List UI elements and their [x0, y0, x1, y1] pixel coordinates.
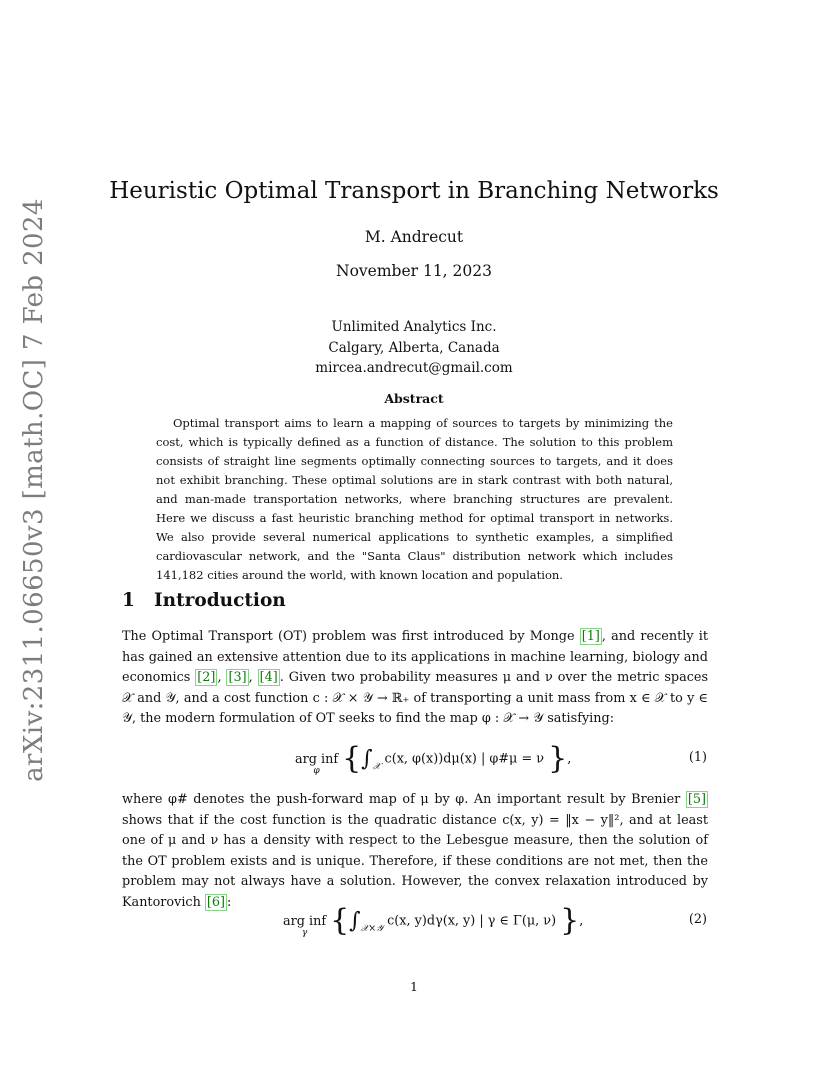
affiliation-location: Calgary, Alberta, Canada: [328, 340, 500, 356]
section-number: 1: [122, 590, 135, 611]
section-title: Introduction: [154, 590, 286, 611]
text-run: , and recently it has gained an extensive attention due to its applications in machine learning, biology and economics: [122, 629, 708, 685]
page-number: 1: [410, 979, 418, 994]
citation-link[interactable]: [3]: [228, 670, 247, 685]
argmin-operator: arg inf φ: [295, 751, 339, 776]
abstract-text: Optimal transport aims to learn a mapping of sources to targets by minimizing the cost, which is typically defined as a function of distance. The solution to this problem consists of straight line segments optimally connecting sources to targets, and it does not exhibit branching. These optimal solutions are in stark contrast with both natural, and man-made transportation networks, where branching structures are prevalent. Here we discuss a fast heuristic branching method for optimal transport in networks. We also provide several numerical applications to synthetic examples, a simplified cardiovascular network, and the "Santa Claus" distribution network which includes 141,182 cities around the world, with known location and population.: [156, 416, 673, 582]
left-brace: {: [342, 741, 362, 776]
affiliation-email[interactable]: mircea.andrecut@gmail.com: [315, 360, 513, 376]
citation-link[interactable]: [2]: [197, 670, 216, 685]
paper-date: November 11, 2023: [336, 262, 492, 280]
citation-link[interactable]: [4]: [259, 670, 278, 685]
section-heading: [122, 590, 286, 611]
equation-2-body: arg inf γ {$\int_{𝒳\times 𝒴}$ c(x, y)dγ(x, y) | γ ∈ Γ(μ, ν) },: [283, 903, 584, 938]
arxiv-identifier: arXiv:2311.06650v3 [math.OC] 7 Feb 2024: [19, 198, 49, 782]
equation-2: [0, 900, 828, 944]
author-name: M. Andrecut: [364, 228, 464, 246]
left-brace: {: [330, 903, 350, 938]
integral-domain: 𝒳: [372, 761, 381, 772]
equation-1-number: (1): [688, 750, 707, 765]
equation-1: [0, 738, 828, 782]
right-brace: }: [548, 741, 568, 776]
abstract-heading: Abstract: [384, 391, 444, 406]
text-run: where φ# denotes the push-forward map of μ by φ. An important result by Brenier: [122, 792, 686, 807]
paper-title: Heuristic Optimal Transport in Branching Networks: [109, 178, 719, 204]
citation-link[interactable]: [6]: [206, 894, 226, 910]
citation-link[interactable]: [5]: [687, 792, 706, 807]
integral-sign: ∫: [349, 908, 361, 934]
intro-paragraph-1: The Optimal Transport (OT) problem was first introduced by Monge [1] , and recently it has gained an extensive attention due to its applications in machine learning, biology and economics [2] , [3] , [4] . Given two probability measures μ and ν over the metric spaces 𝒳 and 𝒴, and a cost function c : 𝒳 × 𝒴 → ℝ₊ of transporting a unit mass from x ∈ 𝒳 to y ∈ 𝒴, the modern formulation of OT seeks to find the map φ : 𝒳 → 𝒴 satisfying:: [122, 629, 709, 726]
citation-link[interactable]: [1]: [581, 629, 600, 644]
equation-2-expression: c(x, y)dγ(x, y) | γ ∈ Γ(μ, ν): [387, 913, 557, 929]
text-run: shows that if the cost function is the quadratic distance c(x, y) = ‖x − y‖², and at least one of μ and ν has a density with respect to the Lebesgue measure, then the solution of the OT problem exists and is unique. Therefore, if these conditions are not met, then the problem may not always have a solution. However, the convex relaxation introduced by Kantorovich: [122, 812, 708, 910]
integral-domain: 𝒳×𝒴: [360, 923, 384, 934]
text-run: . Given two probability measures μ and ν over the metric spaces 𝒳 and 𝒴, and a cost function c : 𝒳 × 𝒴 → ℝ₊ of transporting a unit mass from x ∈ 𝒳 to y ∈ 𝒴, the modern formulation of OT seeks to find the map φ : 𝒳 → 𝒴 satisfying:: [122, 670, 709, 726]
equation-1-body: arg inf φ {$\int_𝒳$ c(x, φ(x))dμ(x) | φ#μ = ν },: [295, 741, 572, 776]
equation-1-expression: c(x, φ(x))dμ(x) | φ#μ = ν: [384, 751, 545, 767]
right-brace: }: [560, 903, 580, 938]
text-run: The Optimal Transport (OT) problem was first introduced by Monge: [122, 629, 580, 644]
intro-paragraph-2: [122, 790, 708, 913]
equation-2-number: (2): [688, 912, 707, 927]
affiliation-org: Unlimited Analytics Inc.: [331, 319, 497, 335]
argmin-operator: arg inf γ: [283, 913, 327, 938]
integral-sign: ∫: [361, 746, 373, 772]
text-run: :: [227, 894, 232, 910]
